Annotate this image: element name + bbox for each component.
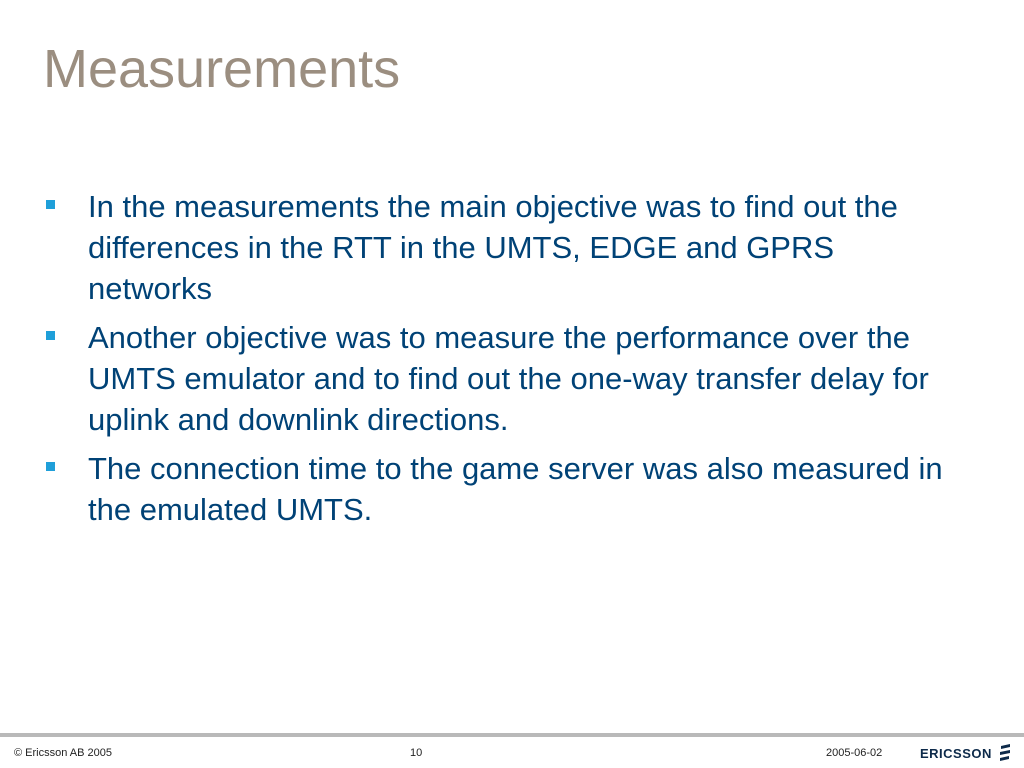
square-bullet-icon: [46, 200, 55, 209]
bullet-text: Another objective was to measure the performance over the UMTS emulator and to find out the one-way transfer delay for uplink and downlink directions.: [88, 320, 929, 437]
bullet-text: In the measurements the main objective was to find out the differences in the RTT in the UMTS, EDGE and GPRS networks: [88, 189, 898, 306]
square-bullet-icon: [46, 331, 55, 340]
bullet-text: The connection time to the game server was also measured in the emulated UMTS.: [88, 451, 943, 527]
bullet-item: [46, 317, 946, 440]
footer-divider: [0, 733, 1024, 737]
bullet-item: [46, 448, 946, 530]
ericsson-logo-icon: [998, 744, 1012, 762]
logo-wordmark: ERICSSON: [920, 745, 992, 761]
bullet-item: [46, 186, 946, 309]
footer-date: 2005-06-02: [826, 747, 883, 759]
footer-copyright: © Ericsson AB 2005: [14, 747, 112, 759]
square-bullet-icon: [46, 462, 55, 471]
ericsson-logo: [920, 743, 1012, 763]
bullet-list: [46, 186, 946, 538]
page-number: 10: [410, 747, 423, 759]
slide-title: Measurements: [43, 39, 401, 99]
